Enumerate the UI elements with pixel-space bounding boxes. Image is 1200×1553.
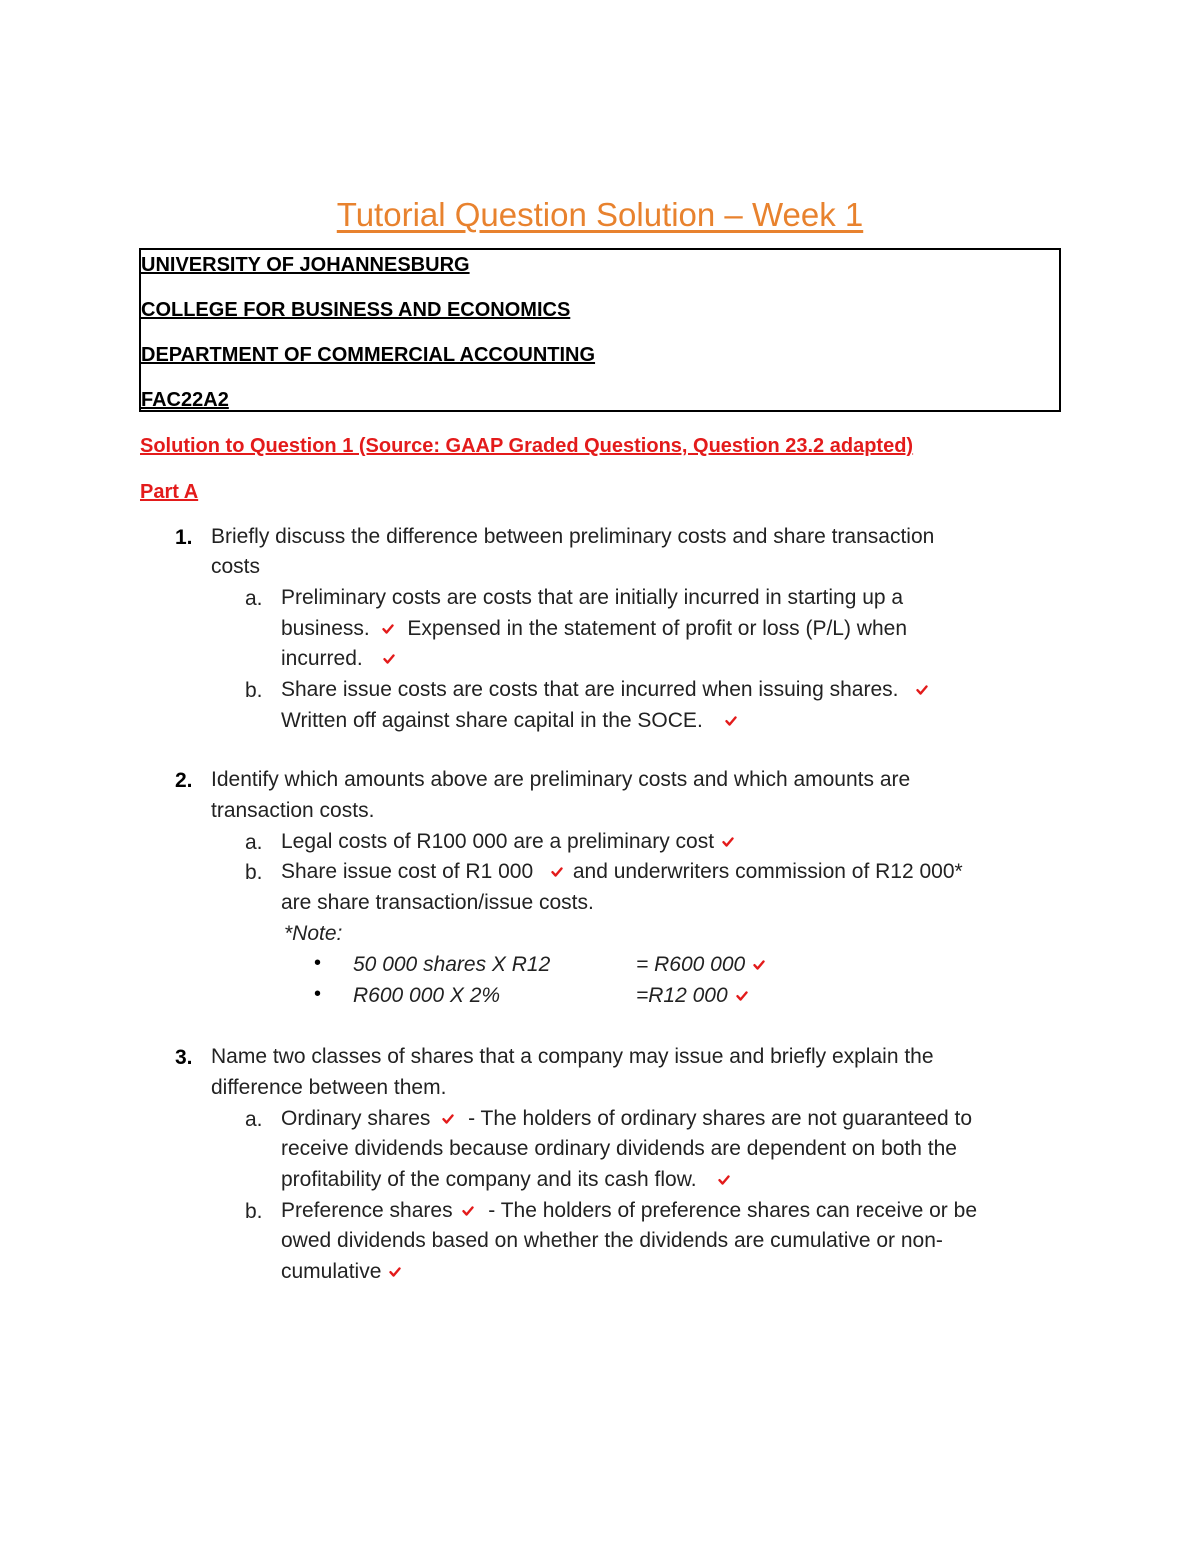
college-name: COLLEGE FOR BUSINESS AND ECONOMICS	[141, 299, 571, 321]
question-text: transaction costs.	[211, 799, 375, 822]
note-calculation: R600 000 X 2%	[353, 984, 501, 1007]
check-mark-icon	[753, 959, 765, 971]
answer-text: - The holders of preference shares can receive or be	[488, 1199, 977, 1222]
question-number: 3.	[175, 1046, 193, 1069]
department-name: DEPARTMENT OF COMMERCIAL ACCOUNTING	[141, 344, 596, 366]
note-result: =R12 000	[636, 984, 728, 1007]
check-mark-icon	[382, 623, 394, 635]
answer-text: Share issue costs are costs that are incurred when issuing shares.	[281, 678, 899, 701]
check-mark-icon	[722, 836, 734, 848]
answer-text: profitability of the company and its cash flow.	[281, 1168, 697, 1191]
note-result: = R600 000	[636, 953, 746, 976]
answer-text: incurred.	[281, 647, 363, 670]
answer-line	[281, 857, 963, 887]
check-mark-icon	[383, 653, 395, 665]
question-text: Identify which amounts above are preliminary costs and which amounts are	[211, 768, 911, 791]
page-title: Tutorial Question Solution – Week 1	[336, 196, 864, 233]
solution-heading: Solution to Question 1 (Source: GAAP Graded Questions, Question 23.2 adapted)	[140, 435, 914, 457]
question-text: difference between them.	[211, 1076, 447, 1099]
question-text: Name two classes of shares that a company may issue and briefly explain the	[211, 1045, 934, 1068]
list-letter: b.	[245, 1200, 263, 1223]
check-mark-icon	[551, 866, 563, 878]
answer-line	[281, 1257, 401, 1287]
question-number: 1.	[175, 526, 193, 549]
list-letter: a.	[245, 1108, 263, 1131]
part-heading: Part A	[140, 481, 199, 503]
answer-line	[281, 614, 907, 644]
check-mark-icon	[725, 715, 737, 727]
course-code: FAC22A2	[141, 389, 229, 411]
bullet-icon: •	[314, 983, 322, 1005]
answer-line	[281, 644, 395, 674]
check-mark-icon	[442, 1113, 454, 1125]
answer-text: cumulative	[281, 1260, 382, 1283]
answer-line	[281, 827, 734, 857]
list-letter: a.	[245, 587, 263, 610]
answer-text: owed dividends based on whether the dividends are cumulative or non-	[281, 1229, 943, 1252]
answer-text: Written off against share capital in the SOCE.	[281, 709, 703, 732]
note-calculation: 50 000 shares X R12	[353, 953, 551, 976]
check-mark-icon	[462, 1205, 474, 1217]
answer-line	[281, 675, 928, 705]
answer-line	[281, 1165, 730, 1195]
answer-text: Ordinary shares	[281, 1107, 431, 1130]
note-result-line	[636, 950, 765, 980]
note-label: *Note:	[284, 922, 343, 945]
answer-text: Expensed in the statement of profit or loss (P/L) when	[407, 617, 907, 640]
answer-line	[281, 1196, 977, 1226]
bullet-icon: •	[314, 952, 322, 974]
university-name: UNIVERSITY OF JOHANNESBURG	[141, 254, 470, 276]
answer-text: Preference shares	[281, 1199, 453, 1222]
answer-text: and underwriters commission of R12 000*	[572, 860, 963, 883]
answer-text: Share issue cost of R1 000	[281, 860, 534, 883]
check-mark-icon	[389, 1266, 401, 1278]
answer-text: are share transaction/issue costs.	[281, 891, 594, 914]
answer-text: - The holders of ordinary shares are not guaranteed to	[468, 1107, 972, 1130]
answer-line	[281, 706, 737, 736]
answer-text: Legal costs of R100 000 are a preliminary cost	[281, 830, 715, 853]
course-info-box	[139, 248, 1061, 412]
list-letter: b.	[245, 679, 263, 702]
check-mark-icon	[718, 1174, 730, 1186]
check-mark-icon	[916, 684, 928, 696]
note-result-line	[636, 981, 748, 1011]
list-letter: b.	[245, 861, 263, 884]
answer-text: receive dividends because ordinary dividends are dependent on both the	[281, 1137, 957, 1160]
answer-text: business.	[281, 617, 370, 640]
list-letter: a.	[245, 831, 263, 854]
answer-text: Preliminary costs are costs that are initially incurred in starting up a	[281, 586, 904, 609]
question-number: 2.	[175, 769, 193, 792]
answer-line	[281, 1104, 972, 1134]
question-text: costs	[211, 555, 261, 578]
question-text: Briefly discuss the difference between preliminary costs and share transaction	[211, 525, 935, 548]
check-mark-icon	[736, 990, 748, 1002]
